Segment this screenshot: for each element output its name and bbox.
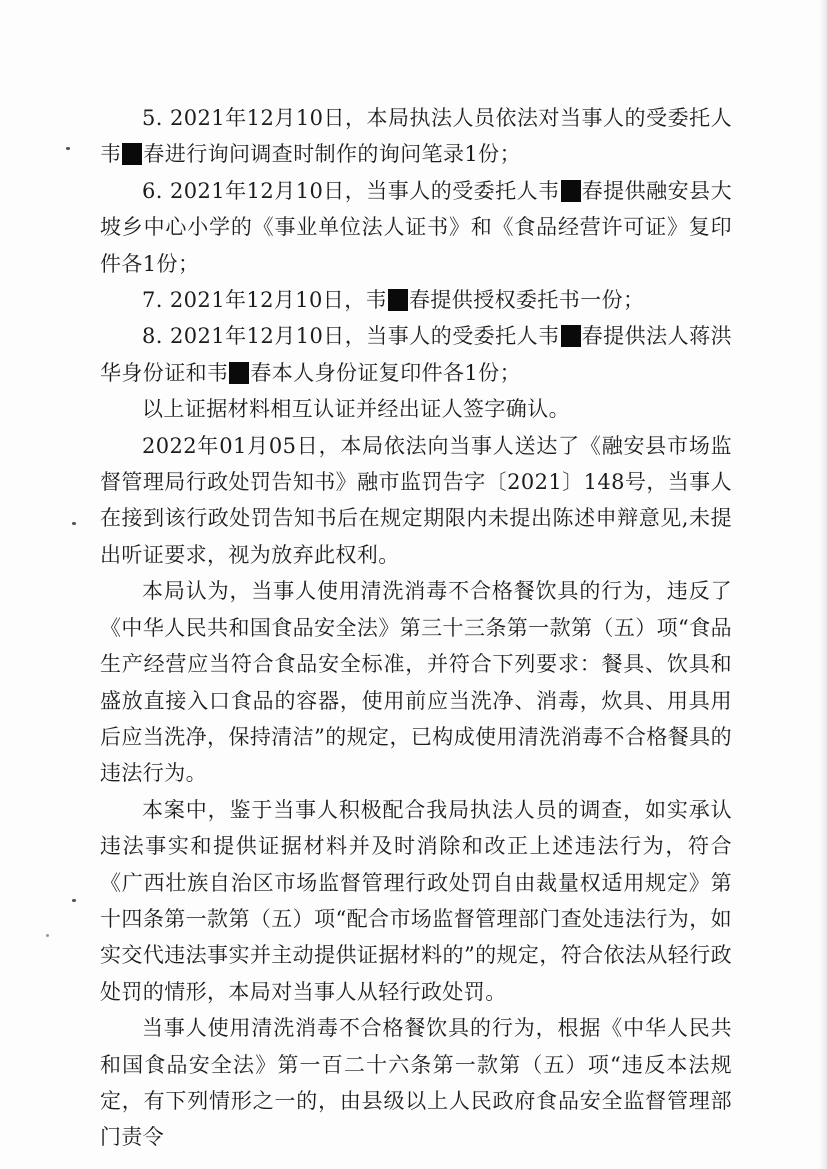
scan-speck xyxy=(66,147,70,150)
paragraph-text: 6. 2021年12月10日，当事人的受委托人韦 xyxy=(142,178,560,203)
paragraph-text: 春提供授权委托书一份； xyxy=(409,288,645,313)
scan-speck xyxy=(72,899,76,902)
paragraph-text: 本案中，鉴于当事人积极配合我局执法人员的调查，如实承认违法事实和提供证据材料并及时消除和改正上述违法行为，符合《广西壮族自治区市场监督管理行政处罚自由裁量权适用规定》第十四条第一款第（五）项“配合市场监督管理部门查处违法行为，如实交代违法事实并主动提供证据材料的”的规定，符合依法从轻行政处罚的情形，本局对当事人从轻行政处罚。 xyxy=(100,797,732,1004)
redaction-block xyxy=(561,180,581,202)
paragraph-text: 春进行询问调查时制作的询问笔录1份； xyxy=(143,142,521,167)
paragraph-text: 本局认为，当事人使用清洗消毒不合格餐饮具的行为，违反了《中华人民共和国食品安全法》第三十三条第一款第（五）项“食品生产经营应当符合食品安全标准，并符合下列要求：餐具、饮具和盛放直接入口食品的容器，使用前应当洗净、消毒，炊具、用具用后应当洗净，保持清洁”的规定，已构成使用清洗消毒不合格餐具的违法行为。 xyxy=(100,579,732,786)
scan-speck xyxy=(72,522,76,525)
paragraph-text: 春提供法人蒋洪华身份证和韦 xyxy=(100,324,732,385)
paragraph-text: 5. 2021年12月10日，本局执法人员依法对当事人的受委托人韦 xyxy=(100,106,732,167)
paragraph-text: 7. 2021年12月10日，韦 xyxy=(142,288,387,313)
redaction-block xyxy=(229,362,249,384)
paragraph xyxy=(100,1010,732,1156)
paragraph-text: 8. 2021年12月10日，当事人的受委托人韦 xyxy=(142,324,560,349)
document-body xyxy=(100,100,732,1156)
paragraph-text: 以上证据材料相互认证并经出证人签字确认。 xyxy=(142,397,570,422)
paragraph-text: 2022年01月05日，本局依法向当事人送达了《融安县市场监督管理局行政处罚告知书》融市监罚告字〔2021〕148号，当事人在接到该行政处罚告知书后在规定期限内未提出陈述申辩意见,未提出听证要求，视为放弃此权利。 xyxy=(100,433,732,567)
scan-speck xyxy=(46,934,49,937)
paragraph xyxy=(100,391,732,427)
paragraph xyxy=(100,792,732,1010)
scan-shadow-edge xyxy=(819,0,827,1169)
paragraph xyxy=(100,100,732,173)
paragraph xyxy=(100,318,732,391)
paragraph xyxy=(100,282,732,318)
paragraph xyxy=(100,428,732,574)
redaction-block xyxy=(388,289,408,311)
paragraph-text: 春提供融安县大坡乡中心小学的《事业单位法人证书》和《食品经营许可证》复印件各1份； xyxy=(100,178,732,276)
paragraph-text: 春本人身份证复印件各1份； xyxy=(250,360,521,385)
paragraph xyxy=(100,573,732,791)
redaction-block xyxy=(122,143,142,165)
paragraph-text: 当事人使用清洗消毒不合格餐饮具的行为，根据《中华人民共和国食品安全法》第一百二十六条第一款第（五）项“违反本法规定，有下列情形之一的，由县级以上人民政府食品安全监督管理部门责令 xyxy=(100,1016,732,1150)
paragraph xyxy=(100,173,732,282)
redaction-block xyxy=(561,325,581,347)
